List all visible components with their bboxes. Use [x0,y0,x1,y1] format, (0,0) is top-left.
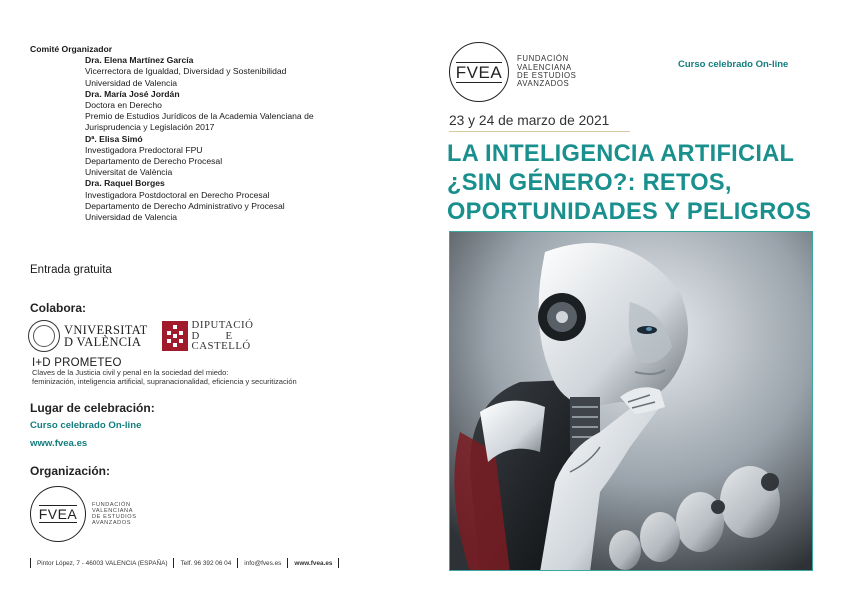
member-role: Departamento de Derecho Procesal [85,156,223,167]
member-role: Jurisprudencia y Legislación 2017 [85,122,215,133]
collaborates-heading: Colabora: [30,301,87,315]
fvea-logo-small [30,486,137,542]
free-entry-text: Entrada gratuita [30,264,112,276]
venue-mode: Curso celebrado On-line [30,420,142,431]
fvea-logo-word: FVEA [38,506,78,522]
member-role: Universidad de Valencia [85,77,178,88]
member-role: Vicerrectora de Igualdad, Diversidad y Sostenibilidad [85,66,287,77]
member-role: Universidad de Valencia [85,212,178,223]
footer-divider [287,558,288,568]
fvea-logo-word: FVEA [455,62,503,82]
organization-heading: Organización: [30,464,111,478]
committee-title: Comité Organizador [30,44,113,54]
fvea-logo-line: DE ESTUDIOS [92,514,137,520]
contact-footer [24,558,345,568]
fvea-logo-line: FUNDACIÓN [517,54,569,64]
uv-seal-icon [28,320,60,352]
footer-email[interactable]: info@fves.es [244,559,282,567]
diputacio-logo-line: DIPUTACIÓ [191,319,254,332]
event-title [447,140,811,227]
footer-phone: Telf. 96 392 06 04 [180,559,232,567]
fvea-logo-line: AVANZADOS [92,520,132,527]
website-link[interactable]: www.fvea.es [30,438,88,449]
member-name: Dra. Raquel Borges [85,178,165,189]
diputacio-logo-line: CASTELLÓ [191,340,251,353]
member-role: Universitat de València [85,167,173,178]
venue-heading: Lugar de celebración: [30,401,155,415]
footer-address: Pintor López, 7 - 46003 VALENCIA (ESPAÑA) [37,559,168,567]
member-name: Dra. María José Jordán [85,88,180,99]
footer-divider [237,558,238,568]
cover-online-notice: Curso celebrado On-line [678,59,789,70]
diputacio-castello-logo [162,320,254,352]
footer-divider [30,558,31,568]
project-description: feminización, inteligencia artificial, supranacionalidad, eficiencia y securitización [32,376,297,386]
fvea-logo [449,42,576,102]
member-role: Investigadora Postdoctoral en Derecho Procesal [85,189,270,200]
diputacio-logo-line: D E [191,329,233,342]
member-role: Premio de Estudios Jurídicos de la Academia Valenciana de [85,111,314,122]
committee-member [30,178,390,223]
footer-divider [338,558,339,568]
organizing-committee [30,44,390,223]
member-role: Departamento de Derecho Administrativo y Procesal [85,200,285,211]
fvea-logo-line: DE ESTUDIOS [517,71,577,80]
footer-website[interactable]: www.fvea.es [294,559,333,567]
robot-hero-image [449,231,813,571]
fvea-logo-line: AVANZADOS [517,79,570,89]
project-title: I+D PROMETEO [32,357,122,369]
member-role: Investigadora Predoctoral FPU [85,144,203,155]
uv-logo-line: VNIVERSITAT [64,322,148,337]
title-line: ¿SIN GÉNERO?: RETOS, [447,170,732,196]
fvea-logo-line: VALENCIANA [92,507,134,514]
diputacio-emblem-icon [162,321,188,351]
member-role: Doctora en Derecho [85,100,162,111]
fvea-logo-line: VALENCIANA [517,62,572,72]
event-date: 23 y 24 de marzo de 2021 [449,113,630,132]
fvea-logo-line: FUNDACIÓN [92,501,131,508]
title-line: LA INTELIGENCIA ARTIFICIAL [447,141,795,167]
committee-member [30,89,390,134]
collaborator-logos [28,318,253,354]
fvea-emblem-icon [30,486,86,542]
uv-logo-line: D VALÈNCIA [64,335,142,349]
universitat-valencia-logo [28,320,148,352]
research-project [32,357,402,386]
footer-divider [173,558,174,568]
fvea-emblem-icon [449,42,509,102]
committee-member [30,55,390,89]
member-name: Dra. Elena Martínez García [85,55,194,66]
title-line: OPORTUNIDADES Y PELIGROS [447,199,812,225]
member-name: Dª. Elisa Simó [85,133,143,144]
committee-member [30,134,390,179]
project-description: Claves de la Justicia civil y penal en la sociedad del miedo: [32,368,229,377]
